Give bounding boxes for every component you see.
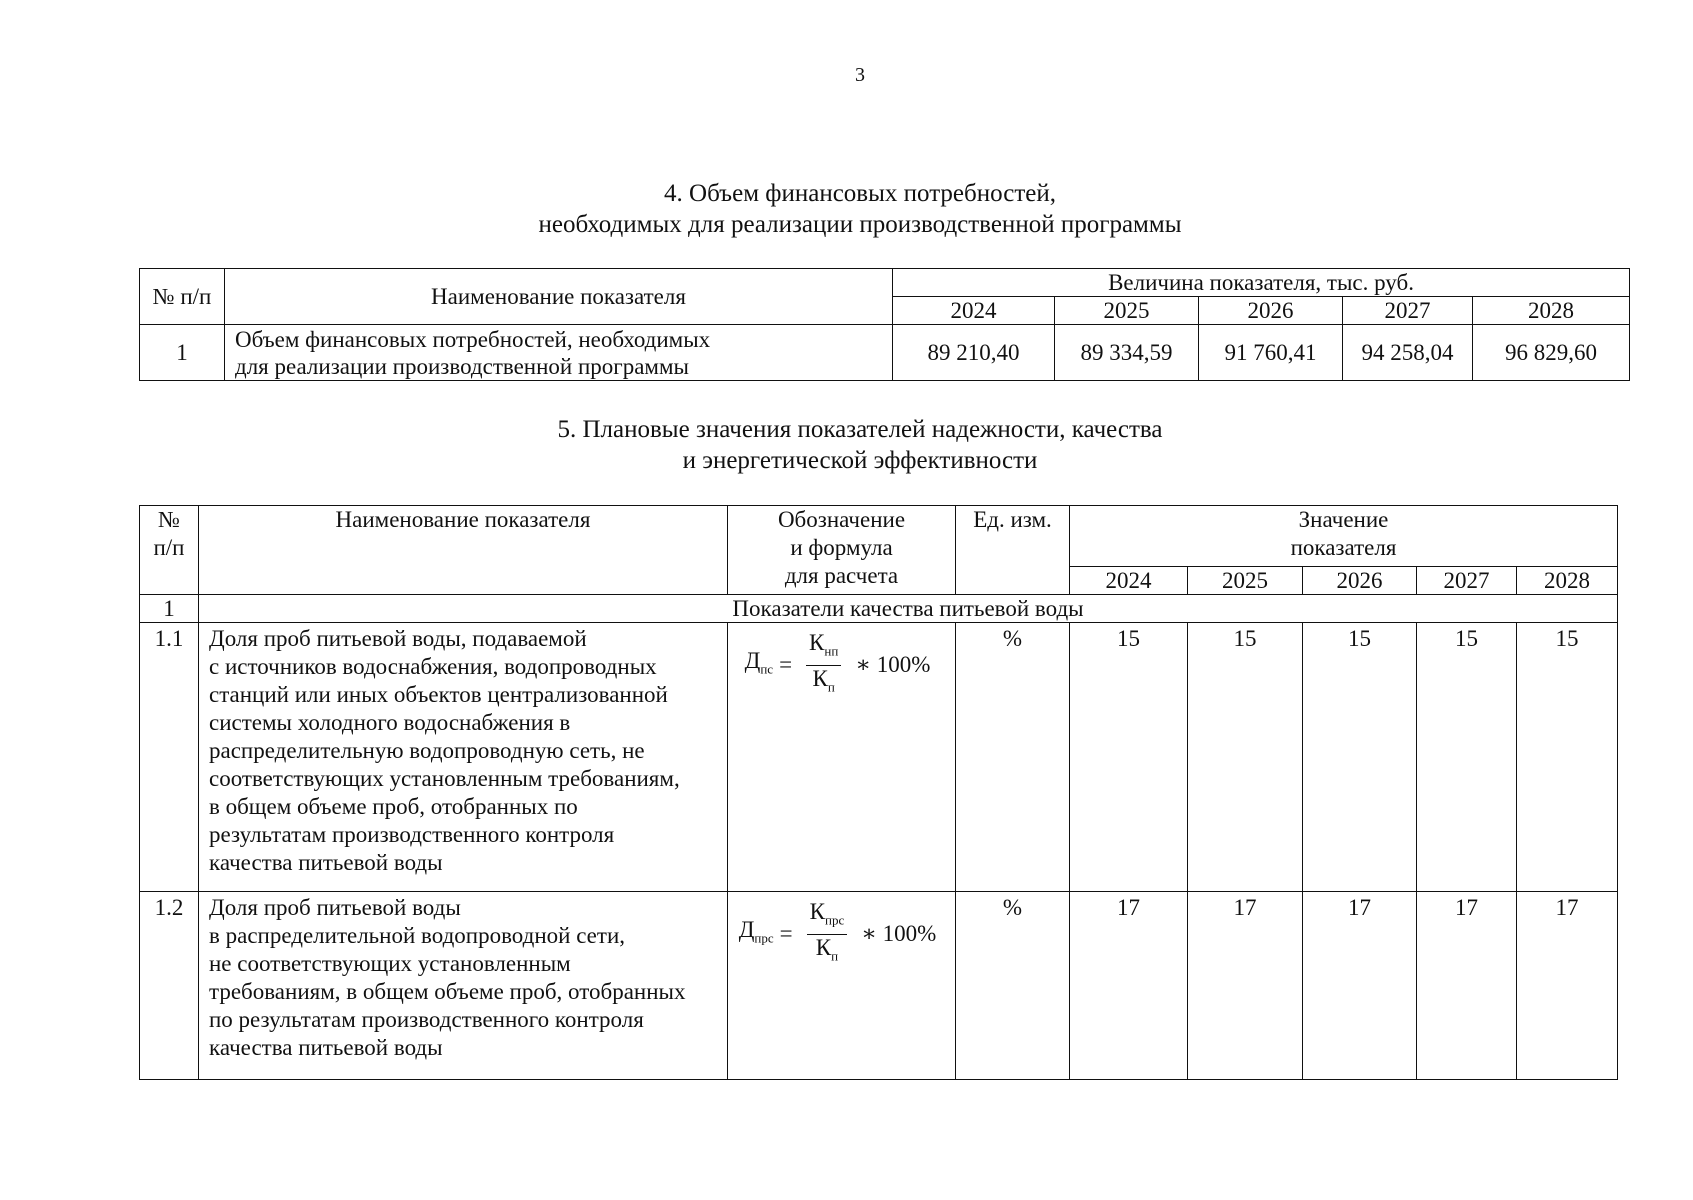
row-name bbox=[225, 325, 893, 381]
value-cell: 17 bbox=[1188, 892, 1303, 1080]
value-cell: 15 bbox=[1188, 623, 1303, 892]
value-cell: 15 bbox=[1303, 623, 1417, 892]
year-header: 2025 bbox=[1188, 567, 1303, 595]
value-cell: 17 bbox=[1070, 892, 1188, 1080]
col-name-header: Наименование показателя bbox=[199, 506, 728, 595]
value-cell: 15 bbox=[1417, 623, 1517, 892]
quality-indicators-table bbox=[139, 505, 1618, 1080]
table-row bbox=[140, 325, 1630, 381]
value-cell: 96 829,60 bbox=[1473, 325, 1630, 381]
value-cell: 89 334,59 bbox=[1055, 325, 1199, 381]
col-value-group-header: Величина показателя, тыс. руб. bbox=[893, 269, 1630, 297]
formula-cell bbox=[728, 623, 956, 892]
unit-cell: % bbox=[956, 892, 1070, 1080]
year-header: 2028 bbox=[1473, 297, 1630, 325]
value-cell: 94 258,04 bbox=[1343, 325, 1473, 381]
group-row bbox=[140, 595, 1618, 623]
col-name-header: Наименование показателя bbox=[225, 269, 893, 325]
group-title: Показатели качества питьевой воды bbox=[199, 595, 1618, 623]
formula-cell bbox=[728, 892, 956, 1080]
fraction: $\frac{К_{прс}}{К_п}$ bbox=[807, 900, 848, 968]
row-num: 1 bbox=[140, 325, 225, 381]
section-5-title-line-1: 5. Плановые значения показателей надежности, качества bbox=[557, 416, 1163, 443]
value-cell: 17 bbox=[1517, 892, 1618, 1080]
section-4-title-line-2: необходимых для реализации производственной программы bbox=[538, 211, 1182, 238]
formula: $Д_{прс}$ = $\frac{К_{прс}}{К_п}$ ∗ 100% bbox=[739, 900, 945, 968]
value-cell: 17 bbox=[1417, 892, 1517, 1080]
year-header: 2026 bbox=[1303, 567, 1417, 595]
year-header: 2025 bbox=[1055, 297, 1199, 325]
table-row bbox=[140, 623, 1618, 892]
section-4-title-line-1: 4. Объем финансовых потребностей, bbox=[664, 180, 1056, 207]
formula: $Д_{пс}$ = $\frac{К_{нп}}{К_п}$ ∗ 100% bbox=[745, 631, 939, 699]
year-header: 2024 bbox=[893, 297, 1055, 325]
row-name: Доля проб питьевой воды, подаваемой с источников водоснабжения, водопроводных станций или иных объектов централизованной системы холодного водоснабжения в распределительную водопроводную сеть, не соответствующих установленным требованиям, в общем объеме проб, отобранных по результатам производственного контроля качества питьевой воды bbox=[199, 623, 728, 892]
col-num-header: № п/п bbox=[140, 506, 199, 595]
row-name-line: для реализации производственной программы bbox=[235, 353, 689, 379]
row-name: Доля проб питьевой воды в распределительной водопроводной сети, не соответствующих установленным требованиям, в общем объеме проб, отобранных по результатам производственного контроля качества питьевой воды bbox=[199, 892, 728, 1080]
section-5-title-line-2: и энергетической эффективности bbox=[682, 447, 1038, 474]
section-5-title bbox=[0, 414, 1693, 476]
year-header: 2026 bbox=[1199, 297, 1343, 325]
col-num-header: № п/п bbox=[140, 269, 225, 325]
page-number: 3 bbox=[855, 64, 865, 86]
col-value-group-header: Значение показателя bbox=[1070, 506, 1618, 567]
table-row bbox=[140, 892, 1618, 1080]
col-formula-header: Обозначение и формула для расчета bbox=[728, 506, 956, 595]
year-header: 2027 bbox=[1417, 567, 1517, 595]
row-name-line: Объем финансовых потребностей, необходимых bbox=[235, 326, 711, 352]
fraction: $\frac{К_{нп}}{К_п}$ bbox=[806, 631, 841, 699]
value-cell: 15 bbox=[1517, 623, 1618, 892]
year-header: 2028 bbox=[1517, 567, 1618, 595]
col-unit-header: Ед. изм. bbox=[956, 506, 1070, 595]
unit-cell: % bbox=[956, 623, 1070, 892]
value-cell: 17 bbox=[1303, 892, 1417, 1080]
year-header: 2027 bbox=[1343, 297, 1473, 325]
value-cell: 89 210,40 bbox=[893, 325, 1055, 381]
row-num: 1.2 bbox=[140, 892, 199, 1080]
value-cell: 15 bbox=[1070, 623, 1188, 892]
group-num: 1 bbox=[140, 595, 199, 623]
financial-needs-table bbox=[139, 268, 1630, 381]
section-4-title bbox=[0, 178, 1693, 240]
year-header: 2024 bbox=[1070, 567, 1188, 595]
value-cell: 91 760,41 bbox=[1199, 325, 1343, 381]
row-num: 1.1 bbox=[140, 623, 199, 892]
